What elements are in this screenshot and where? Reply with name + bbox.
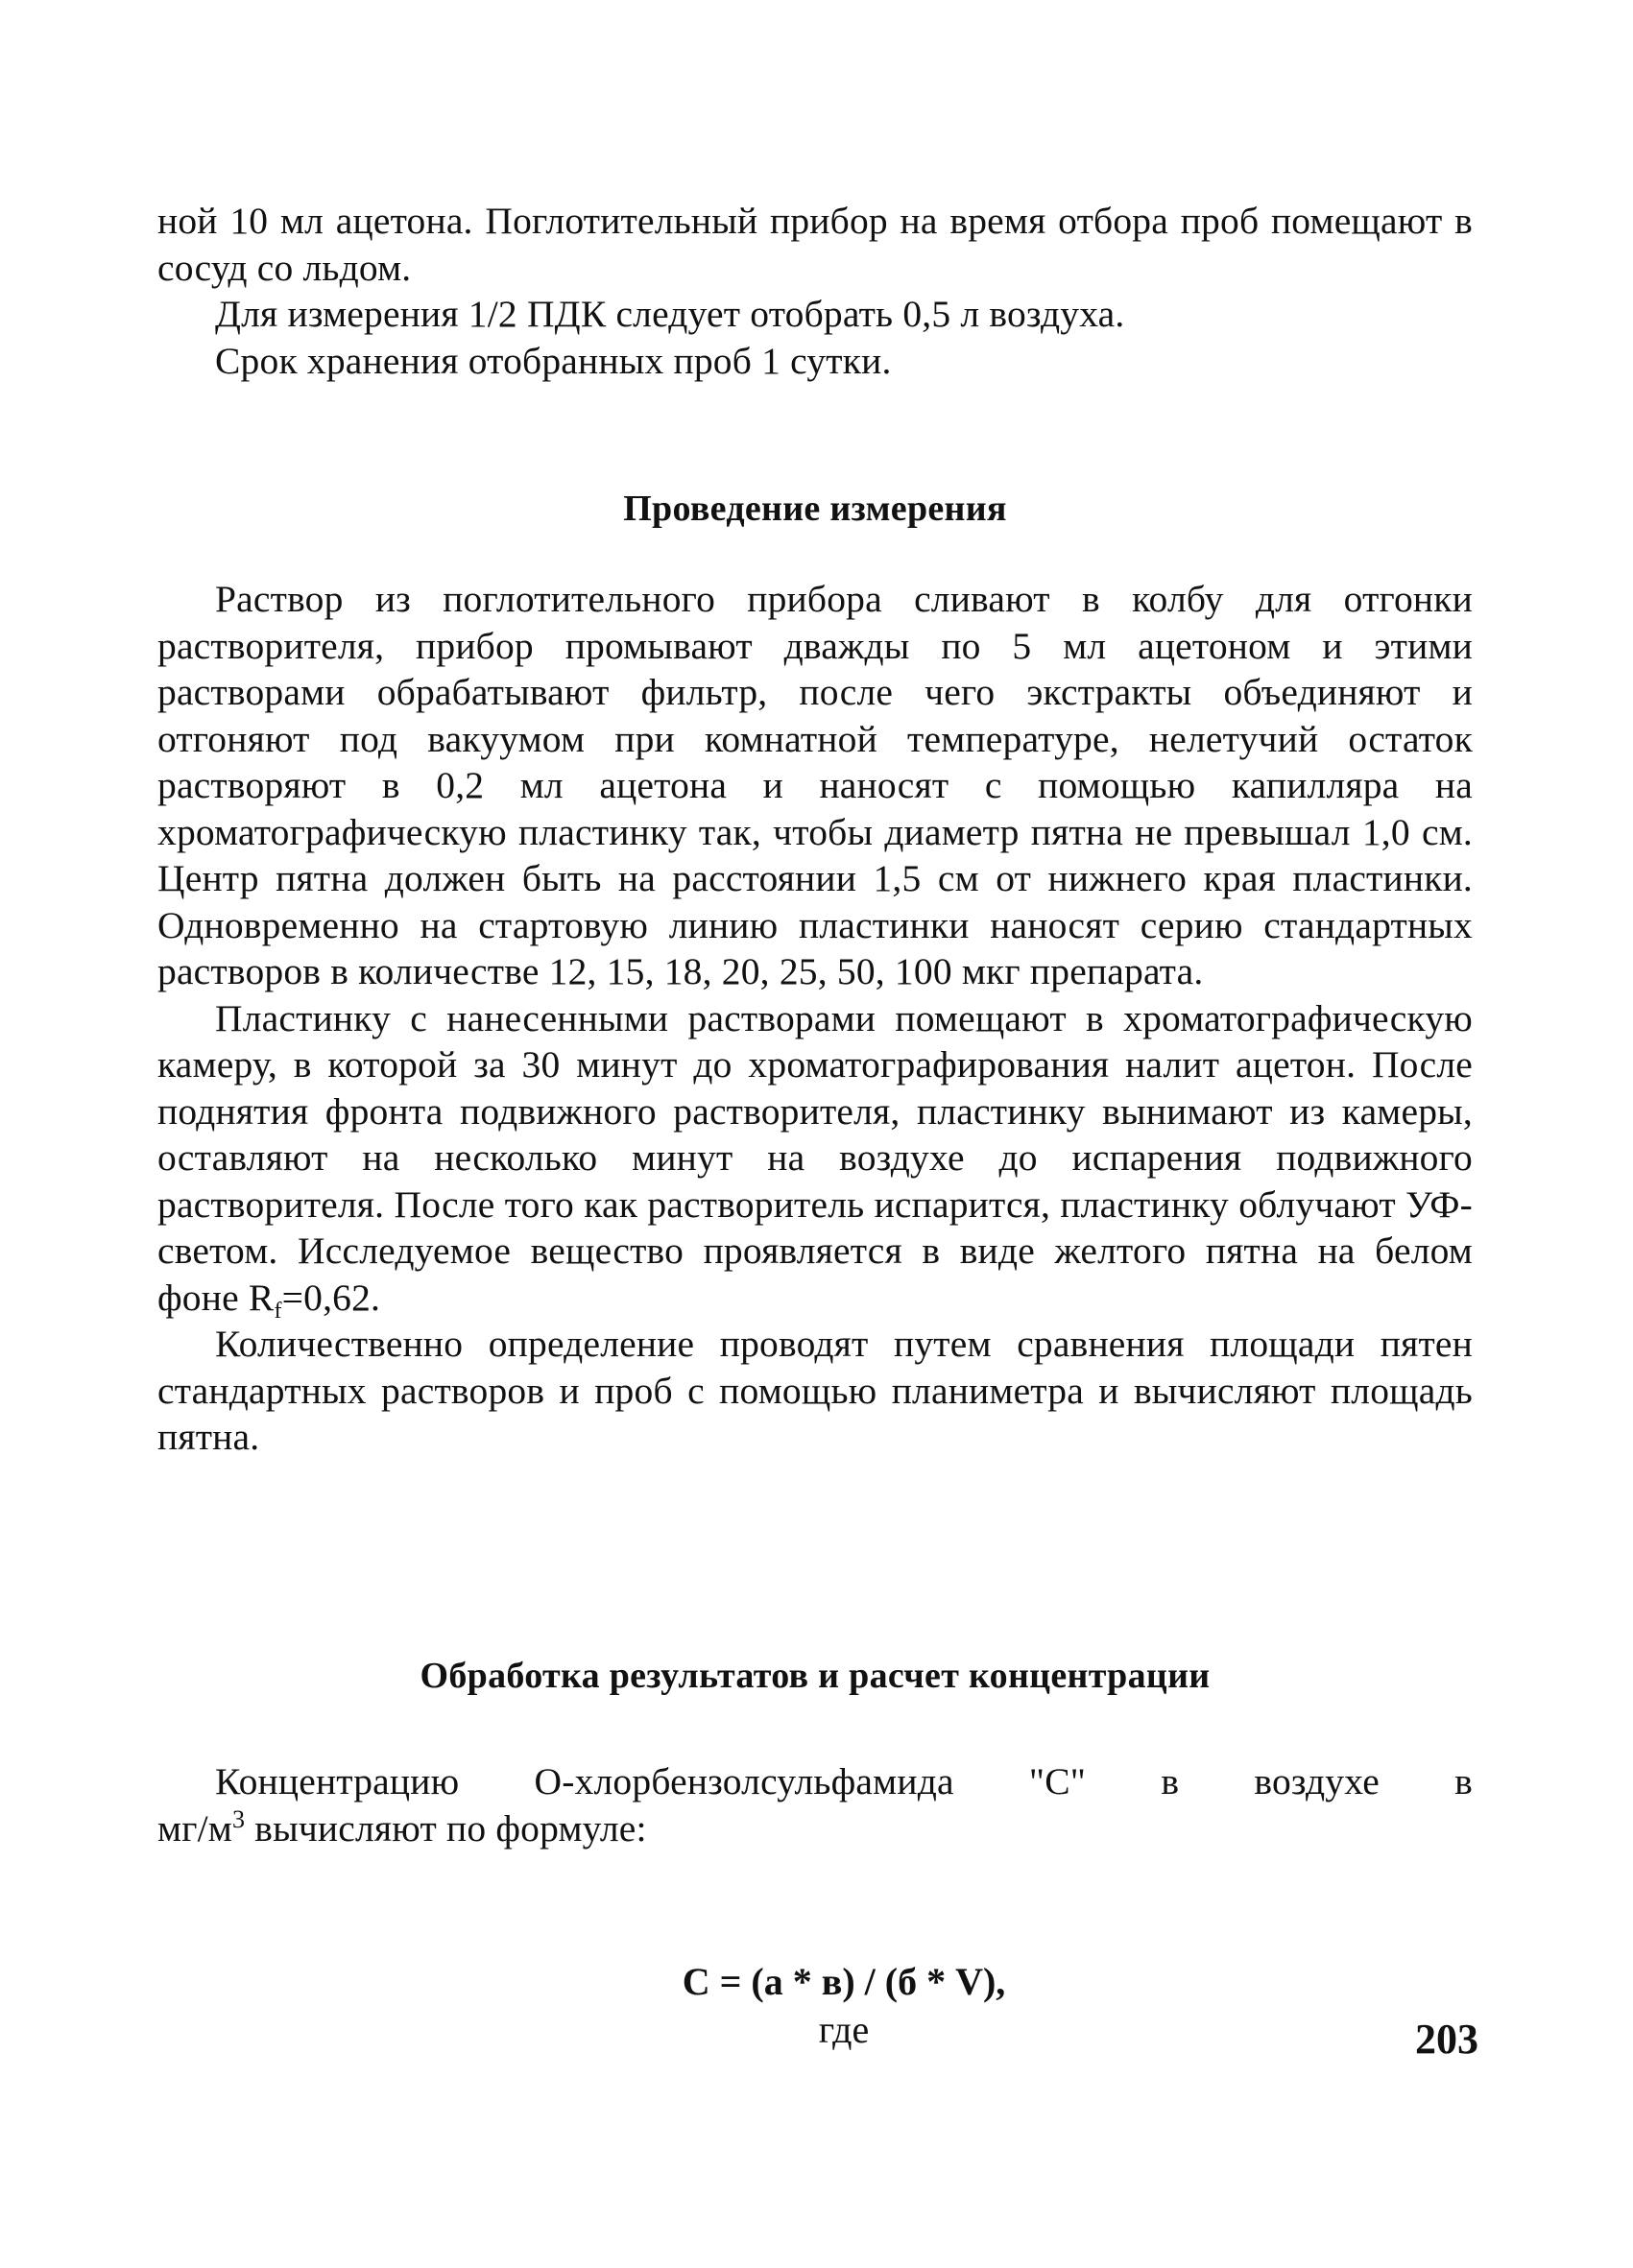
- results-section: [157, 1758, 1473, 1851]
- unit-exponent: 3: [231, 1804, 246, 1833]
- measurement-section: [157, 576, 1473, 1461]
- concentration-formula: [157, 1910, 1473, 2102]
- rf-number: =0,62.: [281, 1276, 381, 1319]
- formula-expression: С = (а * в) / (б * V),: [682, 1960, 1006, 2003]
- rf-value: [248, 1276, 381, 1324]
- section-heading-results: Обработка результатов и расчет концентрации: [420, 1656, 1211, 1696]
- intro-paragraph-1: ной 10 мл ацетона. Поглотительный прибор на время отбора проб помещают в сосуд со льдом.: [157, 200, 1473, 289]
- measurement-paragraph-2-text: Пластинку с нанесенными растворами помещают в хроматографическую камеру, в которой за 30 минут до хроматографирования налит ацетон. После поднятия фронта подвижного растворителя, пластинку вынимают из камеры, оставляют на несколько минут на воздухе до испарения подвижного растворителя. После того как растворитель испарится, пластинку облучают УФ-светом. Исследуемое вещество проявляется в виде желтого пятна на белом фоне: [157, 996, 1473, 1319]
- measurement-paragraph-3: Количественно определение проводят путем сравнения площади пятен стандартных растворов и проб с помощью планиметра и вычисляют площадь пятна.: [157, 1323, 1473, 1458]
- formula-where: где: [818, 2008, 870, 2051]
- measurement-paragraph-1: Раствор из поглотительного прибора сливают в колбу для отгонки растворителя, прибор промывают дважды по 5 мл ацетоном и этими растворами обрабатывают фильтр, после чего экстракты объединяют и отгоняют под вакуумом при комнатной температуре, нелетучий остаток растворяют в 0,2 мл ацетона и наносят с помощью капилляра на хроматографическую пластинку так, чтобы диаметр пятна не превышал 1,0 см. Центр пятна должен быть на расстоянии 1,5 см от нижнего края пластинки. Одновременно на стартовую линию пластинки наносят серию стандартных растворов в количестве 12, 15, 18, 20, 25, 50, 100 мкг препарата.: [157, 578, 1473, 992]
- unit-mg-per-m: мг/м: [157, 1806, 232, 1850]
- rf-symbol: R: [248, 1276, 275, 1319]
- intro-section: [157, 198, 1473, 384]
- measurement-paragraph-2: [157, 995, 1473, 1322]
- results-paragraph-rest: вычисляют по формуле:: [245, 1806, 647, 1850]
- intro-paragraph-3: Срок хранения отобранных проб 1 сутки.: [215, 339, 892, 382]
- page-number: 203: [1415, 2016, 1478, 2063]
- results-paragraph-line-1: Концентрацию О-хлорбензолсульфамида "С" в воздухе в: [215, 1760, 1473, 1802]
- intro-paragraph-2: Для измерения 1/2 ПДК следует отобрать 0,5 л воздуха.: [215, 293, 1125, 335]
- rf-subscript: f: [274, 1298, 282, 1324]
- results-paragraph-line-2: [157, 1805, 1473, 1852]
- section-heading-measurement: Проведение измерения: [623, 489, 1007, 529]
